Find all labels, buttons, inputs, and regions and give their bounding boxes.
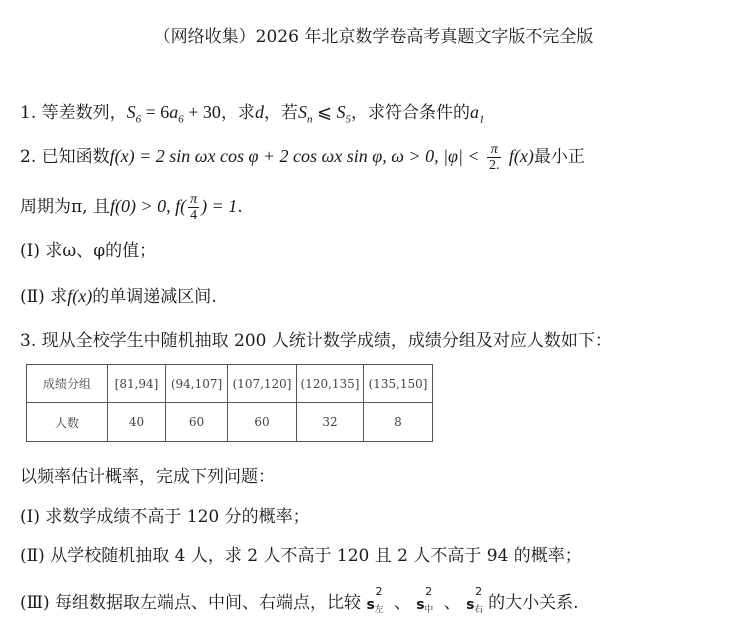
question-3-intro: 以频率估计概率，完成下列问题： xyxy=(20,467,275,487)
q2-p2-fx: f(x) xyxy=(67,286,93,306)
table-cell: 60 xyxy=(228,403,297,442)
q2-condition: f(0) > 0, f( xyxy=(109,196,187,216)
table-row xyxy=(27,403,433,442)
q1-equation: $S_6 = 6a_6 + 30$ xyxy=(126,102,221,126)
q1-d: d xyxy=(254,102,264,122)
q2-period: . xyxy=(237,197,243,217)
table-cell: (120,135] xyxy=(297,365,364,403)
variance-right: s 2 右 xyxy=(466,584,484,615)
q2-line2-lead: 周期为π, 且 xyxy=(20,197,110,217)
table-cell: 40 xyxy=(108,403,166,442)
table-cell: (135,150] xyxy=(364,365,433,403)
table-cell: 32 xyxy=(297,403,364,442)
table-cell: 人数 xyxy=(27,403,108,442)
table-cell: 8 xyxy=(364,403,433,442)
score-table xyxy=(26,364,433,442)
variance-mid: s 2 中 xyxy=(416,584,434,615)
q1-text-1: ，求 xyxy=(220,103,255,123)
table-cell: [81,94] xyxy=(108,365,166,403)
table-cell: (94,107] xyxy=(166,365,228,403)
q1-text-2: ，若 xyxy=(263,103,298,123)
page-title: （网络收集）2026 年北京数学卷高考真题文字版不完全版 xyxy=(153,27,594,47)
table-cell: 60 xyxy=(166,403,228,442)
table-cell: 成绩分组 xyxy=(27,365,108,403)
table-cell: (107,120] xyxy=(228,365,297,403)
q2-fx: f(x) xyxy=(508,146,534,166)
q2-condition-end: ) = 1 xyxy=(201,196,238,216)
question-2-line-2 xyxy=(20,192,243,223)
question-1 xyxy=(20,98,485,126)
question-2-line-1 xyxy=(20,142,585,173)
question-3-part-1: (Ⅰ) 求数学成绩不高于 120 分的概率； xyxy=(20,507,310,527)
variance-left: s 2 左 xyxy=(366,584,384,615)
q1-lead: 1. 等差数列， xyxy=(20,103,127,123)
question-2-part-2: (Ⅱ) 求f(x)的单调递减区间. xyxy=(20,286,217,307)
q2-lead: 2. 已知函数 xyxy=(20,147,110,167)
q2-formula: f(x) = 2 sin ωx cos φ + 2 cos ωx sin φ, ω > 0, |φ| < xyxy=(109,146,480,166)
q2-fraction: $\frac{\pi}{2.}$ xyxy=(488,142,500,173)
q2-tail: 最小正 xyxy=(533,147,585,167)
question-3-part-3: (Ⅲ) 每组数据取左端点、中间、右端点，比较 s 2 左 、 s 2 中 、 s 2 右 的大小关系. xyxy=(20,584,579,615)
table-row xyxy=(27,365,433,403)
question-3-lead: 3. 现从全校学生中随机抽取 200 人统计数学成绩，成绩分组及对应人数如下： xyxy=(20,331,612,351)
q2-cond-fraction: $\frac{\pi}{4}$ xyxy=(190,192,198,223)
q1-inequality: $S_n$ ⩽ $S_5$ xyxy=(297,102,352,126)
q1-text-3: ，求符合条件的 xyxy=(351,103,471,123)
q1-a1: $a_1$ xyxy=(470,102,485,126)
question-3-part-2: (Ⅱ) 从学校随机抽取 4 人，求 2 人不高于 120 且 2 人不高于 94 的概率； xyxy=(20,546,582,566)
question-2-part-1: (Ⅰ) 求ω、φ的值； xyxy=(20,241,157,261)
